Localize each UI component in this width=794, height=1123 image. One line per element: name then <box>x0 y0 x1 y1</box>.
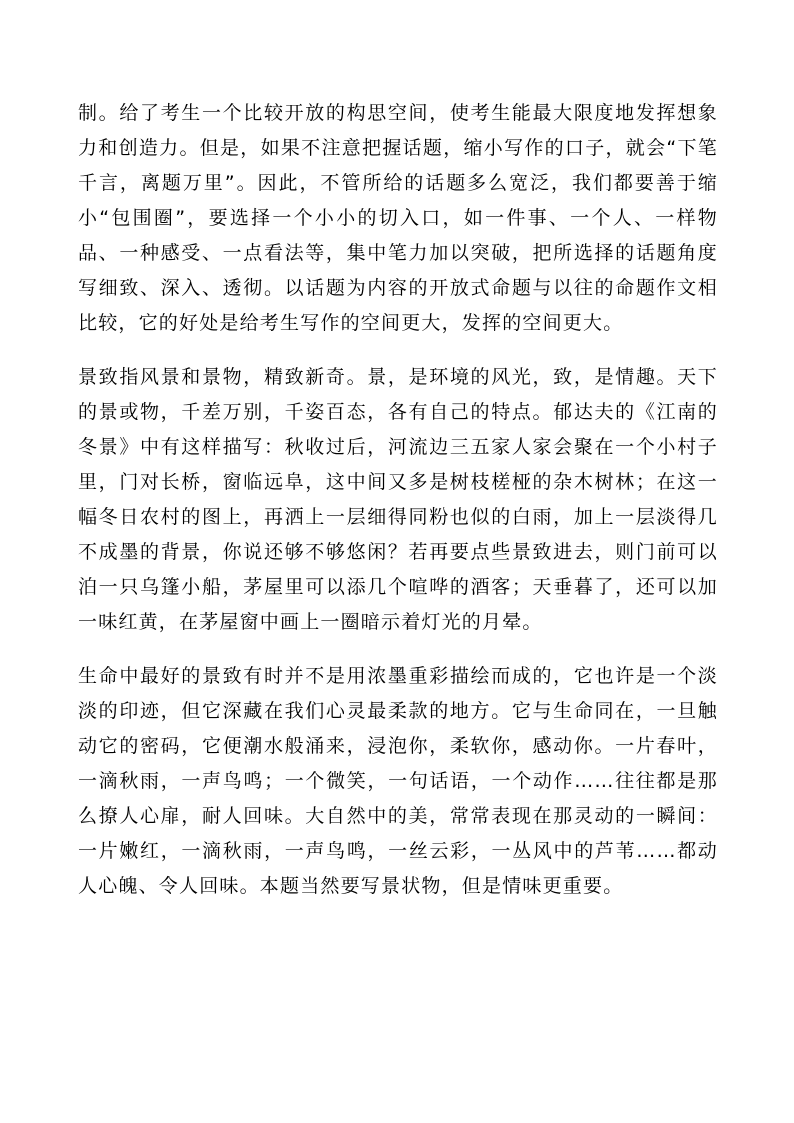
paragraph-scenery-definition: 景致指风景和景物，精致新奇。景，是环境的风光，致，是情趣。天下的景或物，千差万别，千姿百态，各有自己的特点。郁达夫的《江南的冬景》中有这样描写：秋收过后，河流边三五家人家会聚在一个小村子里，门对长桥，窗临远阜，这中间又多是树枝槎桠的杂木树林；在这一幅冬日农村的图上，再洒上一层细得同粉也似的白雨，加上一层淡得几不成墨的背景，你说还够不够悠闲？若再要点些景致进去，则门前可以泊一只乌篷小船，茅屋里可以添几个喧哗的酒客；天垂暮了，还可以加一味红黄，在茅屋窗中画上一圈暗示着灯光的月晕。 <box>78 366 718 633</box>
paragraph-topic-essay: 制。给了考生一个比较开放的构思空间，使考生能最大限度地发挥想象力和创造力。但是，如果不注意把握话题，缩小写作的口子，就会“下笔千言，离题万里”。因此，不管所给的话题多么宽泛，我们都要善于缩小“包围圈”，要选择一个小小的切入口，如一件事、一个人、一样物品、一种感受、一点看法等，集中笔力加以突破，把所选择的话题角度写细致、深入、透彻。以话题为内容的开放式命题与以往的命题作文相比较，它的好处是给考生写作的空间更大，发挥的空间更大。 <box>78 102 718 334</box>
paragraph-life-scenery: 生命中最好的景致有时并不是用浓墨重彩描绘而成的，它也许是一个淡淡的印迹，但它深藏在我们心灵最柔款的地方。它与生命同在，一旦触动它的密码，它便潮水般涌来，浸泡你，柔软你，感动你。一片春叶，一滴秋雨，一声鸟鸣；一个微笑，一句话语，一个动作……往往都是那么撩人心扉，耐人回味。大自然中的美，常常表现在那灵动的一瞬间：一片嫩红，一滴秋雨，一声鸟鸣，一丝云彩，一丛风中的芦苇……都动人心魄、令人回味。本题当然要写景状物，但是情味更重要。 <box>78 665 718 897</box>
document-body <box>78 96 718 904</box>
